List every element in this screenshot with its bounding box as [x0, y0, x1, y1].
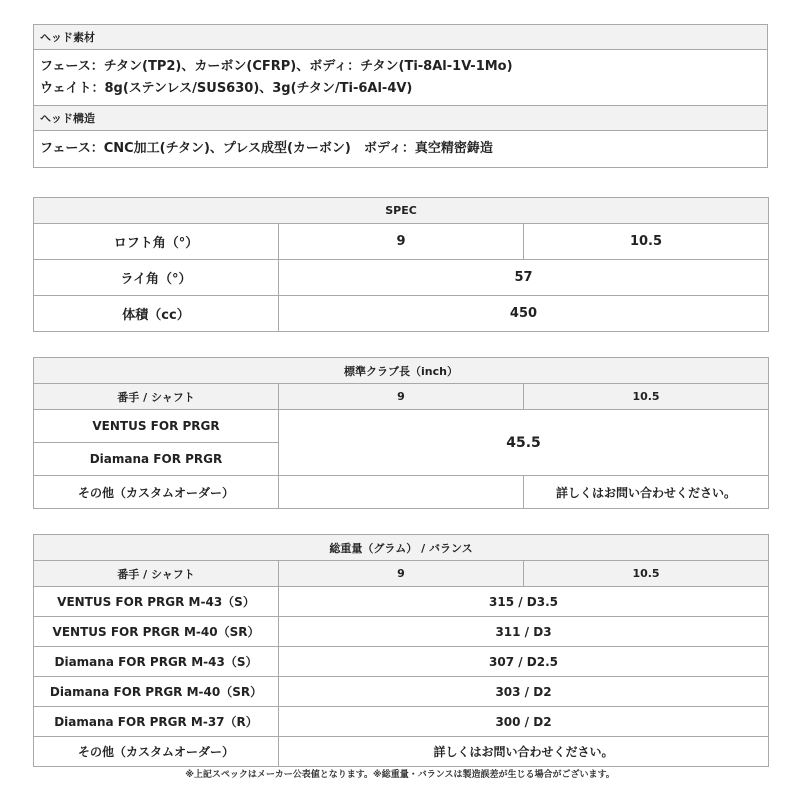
weight-col-9: 9 — [279, 561, 524, 587]
length-table — [33, 357, 768, 509]
weight-value: 303 / D2 — [279, 677, 769, 707]
weight-table — [33, 534, 768, 767]
shaft-label: Diamana FOR PRGR — [34, 443, 279, 476]
length-col-label: 番手 / シャフト — [34, 384, 279, 410]
other-label: その他（カスタムオーダー） — [34, 476, 279, 509]
weight-value: 307 / D2.5 — [279, 647, 769, 677]
loft-label: ロフト角（°） — [34, 224, 279, 260]
table-row-other — [34, 737, 769, 767]
spec-row-lie — [34, 260, 769, 296]
other-label: その他（カスタムオーダー） — [34, 737, 279, 767]
volume-label: 体積（cc） — [34, 296, 279, 332]
head-material-title: ヘッド素材 — [34, 25, 768, 50]
footnote: ※上記スペックはメーカー公表値となります。※総重量・バランスは製造誤差が生じる場合がございます。 — [185, 770, 615, 780]
spec-row-volume — [34, 296, 769, 332]
table-row — [34, 647, 769, 677]
weight-value: 300 / D2 — [279, 707, 769, 737]
loft-105-value: 10.5 — [524, 224, 769, 260]
lie-label: ライ角（°） — [34, 260, 279, 296]
shaft-label: Diamana FOR PRGR M-40（SR） — [34, 677, 279, 707]
lie-value: 57 — [279, 260, 769, 296]
weight-header-row — [34, 561, 769, 587]
head-structure-title: ヘッド構造 — [34, 106, 768, 131]
shaft-label: Diamana FOR PRGR M-37（R） — [34, 707, 279, 737]
head-structure-content: フェース：CNC加工(チタン)、プレス成型(カーボン) ボディ：真空精密鋳造 — [34, 131, 768, 168]
table-row — [34, 677, 769, 707]
shaft-label: Diamana FOR PRGR M-43（S） — [34, 647, 279, 677]
weight-value: 311 / D3 — [279, 617, 769, 647]
length-title: 標準クラブ長（inch） — [34, 358, 769, 384]
other-9-value — [279, 476, 524, 509]
volume-value: 450 — [279, 296, 769, 332]
shaft-label: VENTUS FOR PRGR — [34, 410, 279, 443]
other-value: 詳しくはお問い合わせください。 — [279, 737, 769, 767]
spec-row-loft — [34, 224, 769, 260]
spec-table — [33, 197, 768, 332]
weight-value: 315 / D3.5 — [279, 587, 769, 617]
shaft-label: VENTUS FOR PRGR M-43（S） — [34, 587, 279, 617]
head-material-line-2: ウェイト：8g(ステンレス/SUS630)、3g(チタン/Ti-6Al-4V) — [40, 80, 413, 96]
weight-title: 総重量（グラム） / バランス — [34, 535, 769, 561]
length-col-9: 9 — [279, 384, 524, 410]
table-row — [34, 410, 769, 443]
table-row — [34, 707, 769, 737]
head-material-content — [34, 50, 768, 106]
length-header-row — [34, 384, 769, 410]
length-value: 45.5 — [279, 410, 769, 476]
table-row-other — [34, 476, 769, 509]
weight-col-105: 10.5 — [524, 561, 769, 587]
length-col-105: 10.5 — [524, 384, 769, 410]
weight-col-label: 番手 / シャフト — [34, 561, 279, 587]
other-105-value: 詳しくはお問い合わせください。 — [524, 476, 769, 509]
table-row — [34, 617, 769, 647]
head-material-line-1: フェース：チタン(TP2)、カーボン(CFRP)、ボディ：チタン(Ti-8Al-1V-1Mo) — [40, 58, 513, 74]
spec-title: SPEC — [34, 198, 769, 224]
loft-9-value: 9 — [279, 224, 524, 260]
shaft-label: VENTUS FOR PRGR M-40（SR） — [34, 617, 279, 647]
materials-section — [33, 24, 768, 168]
table-row — [34, 587, 769, 617]
